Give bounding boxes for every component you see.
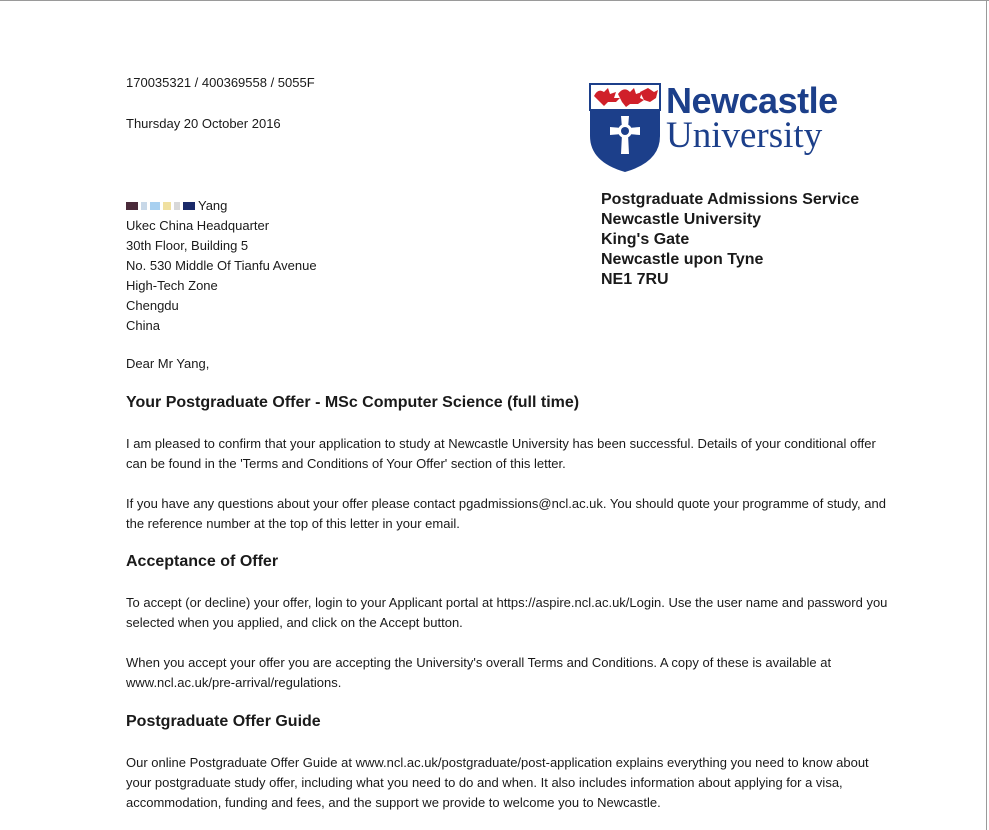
redaction-mark <box>163 202 171 210</box>
crest-icon <box>588 82 662 174</box>
acceptance-heading: Acceptance of Offer <box>126 553 279 570</box>
recipient-address-line: 30th Floor, Building 5 <box>126 238 249 253</box>
sender-address-line: NE1 7RU <box>601 271 669 288</box>
guide-heading: Postgraduate Offer Guide <box>126 713 321 730</box>
sender-address-line: Postgraduate Admissions Service <box>601 191 860 208</box>
offer-heading: Your Postgraduate Offer - MSc Computer Science (full time) <box>126 394 580 411</box>
recipient-address-line: China <box>126 318 160 333</box>
recipient-address-line: High-Tech Zone <box>126 278 218 293</box>
acceptance-paragraph: To accept (or decline) your offer, login to your Applicant portal at https://aspire.ncl.ac.uk/Login. Use the user name and password you selected when you applied, and click on the Accept button. <box>126 595 888 630</box>
recipient-address-line: Ukec China Headquarter <box>126 218 270 233</box>
recipient-address-line: Chengdu <box>126 298 179 313</box>
recipient-address-line: No. 530 Middle Of Tianfu Avenue <box>126 258 317 273</box>
guide-paragraph: Our online Postgraduate Offer Guide at www.ncl.ac.uk/postgraduate/post-application explains everything you need to know about your postgraduate study offer, including what you need to do and when. It also includes information about applying for a visa, accommodation, funding and fees, and the support we provide to welcome you to Newcastle. <box>126 755 869 810</box>
salutation: Dear Mr Yang, <box>126 356 210 371</box>
redaction-mark <box>150 202 160 210</box>
redaction-mark <box>141 202 147 210</box>
reference-numbers: 170035321 / 400369558 / 5055F <box>126 75 315 90</box>
terms-paragraph: When you accept your offer you are accepting the University's overall Terms and Conditions. A copy of these is available at www.ncl.ac.uk/pre-arrival/regulations. <box>126 655 832 690</box>
recipient-surname: Yang <box>198 198 228 213</box>
university-logo <box>588 82 854 174</box>
sender-address <box>601 190 859 290</box>
sender-address-line: King's Gate <box>601 231 690 248</box>
redaction-mark <box>174 202 180 210</box>
letter-date: Thursday 20 October 2016 <box>126 116 281 131</box>
page-border-top <box>0 0 989 1</box>
logo-wordmark-line2: University <box>666 115 823 156</box>
page-border-right <box>986 0 987 830</box>
intro-paragraph: I am pleased to confirm that your application to study at Newcastle University has been successful. Details of your conditional offer can be found in the 'Terms and Conditions of Your Offer' section of this letter. <box>126 436 876 471</box>
sender-address-line: Newcastle University <box>601 211 762 228</box>
recipient-name <box>126 196 317 216</box>
sender-address-line: Newcastle upon Tyne <box>601 251 764 268</box>
recipient-address <box>126 196 317 336</box>
redaction-mark <box>126 202 138 210</box>
logo-wordmark-line1: Newcastle <box>666 80 838 121</box>
contact-paragraph: If you have any questions about your offer please contact pgadmissions@ncl.ac.uk. You should quote your programme of study, and the reference number at the top of this letter in your email. <box>126 496 886 531</box>
redaction-mark <box>183 202 195 210</box>
